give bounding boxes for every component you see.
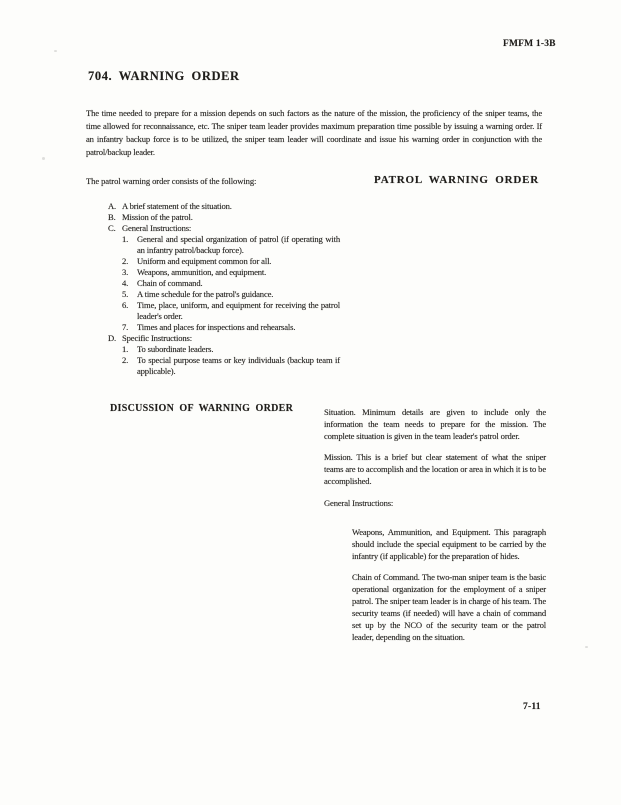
- list-item: [122, 256, 340, 267]
- list-item-text: General and special organization of patrol (if operating with an infantry patrol/backup force).: [137, 234, 340, 255]
- warning-order-lead-in: The patrol warning order consists of the following:: [86, 176, 257, 186]
- list-item-label: B.: [108, 212, 116, 222]
- list-item-text: Uniform and equipment common for all.: [137, 256, 272, 266]
- discussion-paragraph-mission: Mission. This is a brief but clear statement of what the sniper teams are to accomplish and the location or area in which it is to be accomplished.: [324, 452, 546, 487]
- list-item: [122, 267, 340, 278]
- list-item-label: 4.: [122, 278, 129, 288]
- discussion-column: [324, 406, 546, 653]
- list-item-text: General Instructions:: [122, 223, 192, 233]
- warning-order-list: [108, 201, 340, 377]
- scan-artifact: [54, 50, 57, 52]
- list-item-label: D.: [108, 333, 117, 343]
- list-item-label: 5.: [122, 289, 129, 299]
- list-item: [108, 212, 340, 223]
- section-title: 704. WARNING ORDER: [88, 69, 240, 83]
- scan-artifact: [42, 157, 45, 160]
- list-item-text: Specific Instructions:: [122, 333, 192, 343]
- scan-artifact: [585, 646, 588, 648]
- list-item-label: 1.: [122, 234, 129, 244]
- patrol-warning-order-heading: PATROL WARNING ORDER: [374, 174, 540, 186]
- discussion-paragraph-situation: Situation. Minimum details are given to include only the information the team needs to prepare for the mission. The complete situation is given in the team leader's patrol order.: [324, 407, 546, 442]
- list-item: [122, 322, 340, 333]
- list-item-label: 1.: [122, 344, 129, 354]
- list-item-text: Weapons, ammunition, and equipment.: [137, 267, 267, 277]
- list-item: [122, 234, 340, 256]
- list-item: [122, 344, 340, 355]
- list-item: [108, 223, 340, 234]
- list-item-label: C.: [108, 223, 116, 233]
- list-item-text: Time, place, uniform, and equipment for receiving the patrol leader's order.: [137, 300, 340, 321]
- list-item: [122, 300, 340, 322]
- list-item-label: 6.: [122, 300, 129, 310]
- list-item: [122, 278, 340, 289]
- intro-paragraph: The time needed to prepare for a mission depends on such factors as the nature of the mission, the proficiency of the sniper teams, the time allowed for reconnaissance, etc. The sniper team leader provides maximum preparation time possible by issuing a warning order. If an infantry backup force is to be utilized, the sniper team leader will coordinate and issue his warning order in conjunction with the patrol/backup leader.: [86, 108, 542, 157]
- list-item-label: 2.: [122, 256, 129, 266]
- list-item-label: 7.: [122, 322, 129, 332]
- list-item-text: Times and places for inspections and rehearsals.: [137, 322, 296, 332]
- page-number: 7-11: [523, 702, 541, 712]
- doc-number: FMFM 1-3B: [503, 39, 556, 49]
- list-item-label: 2.: [122, 355, 129, 365]
- list-item: [108, 201, 340, 212]
- list-item: [108, 333, 340, 344]
- list-item-text: Mission of the patrol.: [122, 212, 193, 222]
- discussion-paragraph-chain-of-command: Chain of Command. The two-man sniper team is the basic operational organization for the employment of a sniper patrol. The sniper team leader is in charge of his team. The security teams (if needed) will have a chain of command set up by the NCO of the security team or the patrol leader, depending on the situation.: [352, 571, 546, 643]
- list-item: [122, 289, 340, 300]
- list-item-text: To subordinate leaders.: [137, 344, 214, 354]
- discussion-paragraph-weapons: Weapons, Ammunition, and Equipment. This paragraph should include the special equipment to be carried by the infantry (if applicable) for the preparation of hides.: [352, 526, 546, 561]
- discussion-heading: DISCUSSION OF WARNING ORDER: [110, 403, 294, 414]
- list-item-text: A time schedule for the patrol's guidance.: [137, 289, 274, 299]
- list-item-label: A.: [108, 201, 117, 211]
- list-item-text: Chain of command.: [137, 278, 203, 288]
- discussion-paragraph-general-instructions: General Instructions:: [324, 497, 394, 508]
- list-item-label: 3.: [122, 267, 129, 277]
- list-item: [122, 355, 340, 377]
- list-item-text: A brief statement of the situation.: [122, 201, 232, 211]
- list-item-text: To special purpose teams or key individuals (backup team if applicable).: [137, 355, 340, 376]
